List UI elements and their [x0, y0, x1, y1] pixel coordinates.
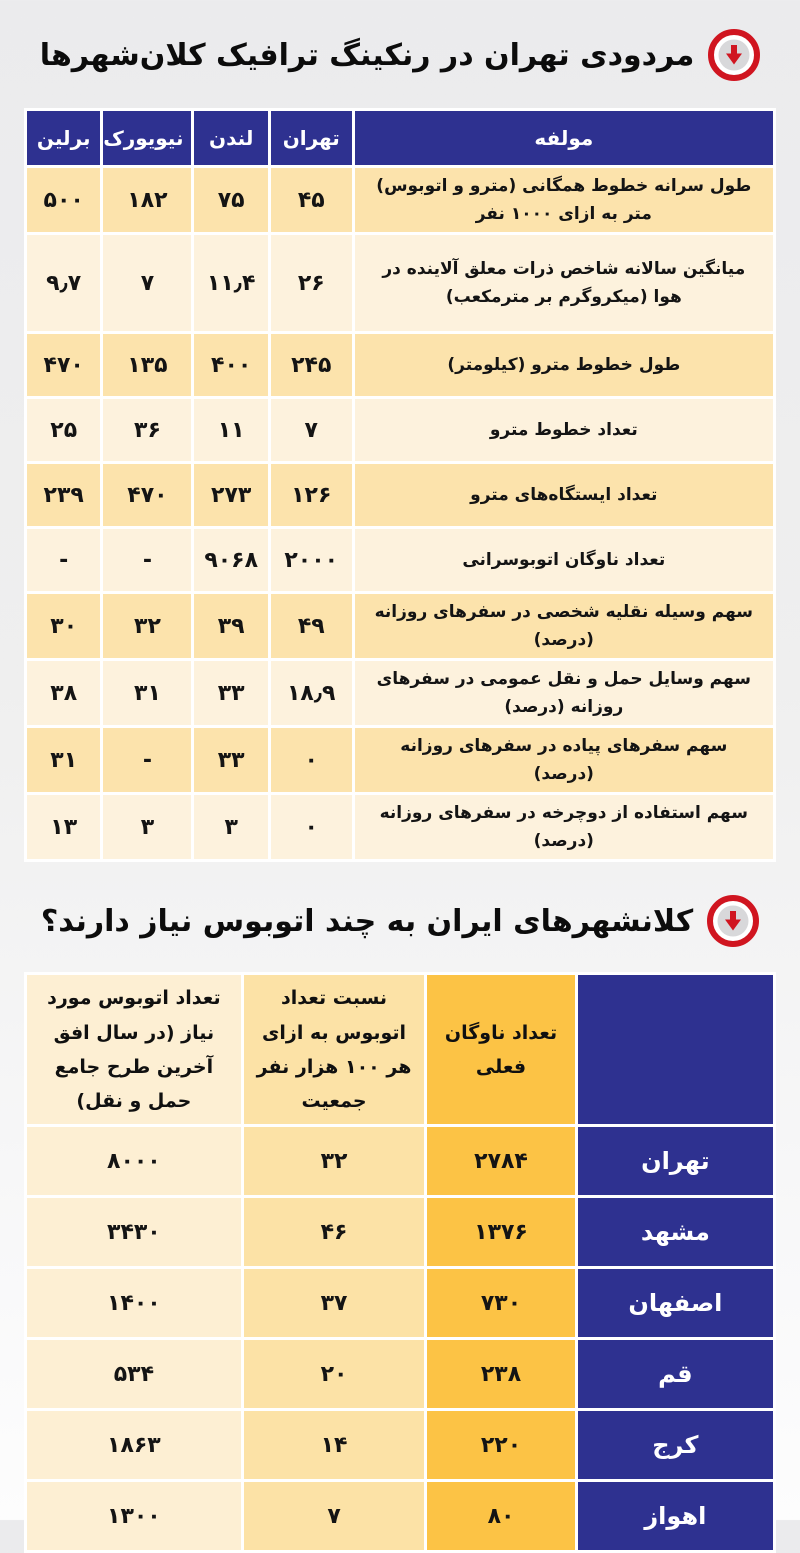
- bus-ratio-value: ۷: [244, 1482, 425, 1550]
- table1-header-tehran: تهران: [271, 111, 352, 165]
- newyork-value: -: [103, 728, 191, 792]
- newyork-value: ۱۳۵: [103, 334, 191, 396]
- table1-header-metric: مولفه: [355, 111, 773, 165]
- table-row: [27, 1482, 773, 1550]
- table-row: [27, 594, 773, 658]
- bus-ratio-value: ۳۲: [244, 1127, 425, 1195]
- berlin-value: ۳۰: [27, 594, 100, 658]
- bus-needs-table: [24, 972, 776, 1553]
- table-row: [27, 1340, 773, 1408]
- berlin-value: ۲۳۹: [27, 464, 100, 526]
- newyork-value: -: [103, 529, 191, 591]
- metric-label: تعداد ایستگاه‌های مترو: [355, 464, 773, 526]
- table-row: [27, 529, 773, 591]
- tehran-value: ۲۴۵: [271, 334, 352, 396]
- current-fleet-value: ۸۰: [427, 1482, 574, 1550]
- berlin-value: -: [27, 529, 100, 591]
- section2-title: کلانشهرهای ایران به چند اتوبوس نیاز دارند؟: [40, 903, 694, 939]
- current-fleet-value: ۲۷۸۴: [427, 1127, 574, 1195]
- buses-needed-value: ۵۳۴: [27, 1340, 241, 1408]
- table1-header-berlin: برلین: [27, 111, 100, 165]
- newyork-value: ۱۸۲: [103, 168, 191, 232]
- buses-needed-value: ۳۴۳۰: [27, 1198, 241, 1266]
- table2-header-row: [27, 975, 773, 1124]
- london-value: ۳۹: [194, 594, 267, 658]
- london-value: ۹۰۶۸: [194, 529, 267, 591]
- metric-label: سهم استفاده از دوچرخه در سفرهای روزانه (درصد): [355, 795, 773, 859]
- section1-header: [0, 26, 800, 84]
- berlin-value: ۱۳: [27, 795, 100, 859]
- bus-ratio-value: ۳۷: [244, 1269, 425, 1337]
- table-row: [27, 235, 773, 331]
- current-fleet-value: ۲۲۰: [427, 1411, 574, 1479]
- down-arrow-circle-icon: [708, 29, 760, 81]
- metric-label: تعداد خطوط مترو: [355, 399, 773, 461]
- berlin-value: ۹٫۷: [27, 235, 100, 331]
- table-row: [27, 728, 773, 792]
- berlin-value: ۴۷۰: [27, 334, 100, 396]
- section1-title: مردودی تهران در رنکینگ ترافیک کلان‌شهرها: [39, 37, 695, 73]
- table-row: [27, 334, 773, 396]
- table1-header-london: لندن: [194, 111, 267, 165]
- table2-header-bus-ratio: نسبت تعداد اتوبوس به ازای هر ۱۰۰ هزار نفر جمعیت: [244, 975, 425, 1124]
- metric-label: طول سرانه خطوط همگانی (مترو و اتوبوس) متر به ازای ۱۰۰۰ نفر: [355, 168, 773, 232]
- table2-header-buses-needed: تعداد اتوبوس مورد نیاز (در سال افق آخرین طرح جامع حمل و نقل): [27, 975, 241, 1124]
- metric-label: میانگین سالانه شاخص ذرات معلق آلاینده در هوا (میکروگرم بر مترمکعب): [355, 235, 773, 331]
- buses-needed-value: ۱۸۶۳: [27, 1411, 241, 1479]
- london-value: ۲۷۳: [194, 464, 267, 526]
- berlin-value: ۳۱: [27, 728, 100, 792]
- tehran-value: ۱۸٫۹: [271, 661, 352, 725]
- table-row: [27, 464, 773, 526]
- newyork-value: ۳۱: [103, 661, 191, 725]
- table-row: [27, 1411, 773, 1479]
- tehran-value: ۰: [271, 795, 352, 859]
- london-value: ۳۳: [194, 661, 267, 725]
- metric-label: طول خطوط مترو (کیلومتر): [355, 334, 773, 396]
- london-value: ۴۰۰: [194, 334, 267, 396]
- london-value: ۷۵: [194, 168, 267, 232]
- bus-ratio-value: ۴۶: [244, 1198, 425, 1266]
- metric-label: سهم وسایل حمل و نقل عمومی در سفرهای روزانه (درصد): [355, 661, 773, 725]
- london-value: ۱۱٫۴: [194, 235, 267, 331]
- buses-needed-value: ۱۳۰۰: [27, 1482, 241, 1550]
- city-name: اصفهان: [578, 1269, 773, 1337]
- table1-header-row: [27, 111, 773, 165]
- london-value: ۳: [194, 795, 267, 859]
- berlin-value: ۳۸: [27, 661, 100, 725]
- down-arrow-circle-icon: [707, 895, 759, 947]
- city-name: تهران: [578, 1127, 773, 1195]
- bus-ratio-value: ۲۰: [244, 1340, 425, 1408]
- berlin-value: ۲۵: [27, 399, 100, 461]
- table-row: [27, 661, 773, 725]
- tehran-value: ۷: [271, 399, 352, 461]
- city-name: مشهد: [578, 1198, 773, 1266]
- newyork-value: ۳۶: [103, 399, 191, 461]
- city-name: کرج: [578, 1411, 773, 1479]
- buses-needed-value: ۸۰۰۰: [27, 1127, 241, 1195]
- current-fleet-value: ۲۳۸: [427, 1340, 574, 1408]
- tehran-value: ۱۲۶: [271, 464, 352, 526]
- tehran-value: ۲۰۰۰: [271, 529, 352, 591]
- metric-label: سهم وسیله نقلیه شخصی در سفرهای روزانه (درصد): [355, 594, 773, 658]
- london-value: ۳۳: [194, 728, 267, 792]
- city-name: قم: [578, 1340, 773, 1408]
- table2-header-city: [578, 975, 773, 1124]
- table-row: [27, 1127, 773, 1195]
- table-row: [27, 168, 773, 232]
- section2-header: [0, 892, 800, 950]
- tehran-value: ۰: [271, 728, 352, 792]
- tehran-value: ۴۵: [271, 168, 352, 232]
- table-row: [27, 399, 773, 461]
- table2-header-current-fleet: تعداد ناوگان فعلی: [427, 975, 574, 1124]
- buses-needed-value: ۱۴۰۰: [27, 1269, 241, 1337]
- current-fleet-value: ۱۳۷۶: [427, 1198, 574, 1266]
- table-row: [27, 795, 773, 859]
- metric-label: سهم سفرهای پیاده در سفرهای روزانه (درصد): [355, 728, 773, 792]
- table-row: [27, 1269, 773, 1337]
- london-value: ۱۱: [194, 399, 267, 461]
- berlin-value: ۵۰۰: [27, 168, 100, 232]
- table1-header-newyork: نیویورک: [103, 111, 191, 165]
- tehran-value: ۴۹: [271, 594, 352, 658]
- traffic-ranking-table: [24, 108, 776, 862]
- current-fleet-value: ۷۳۰: [427, 1269, 574, 1337]
- tehran-value: ۲۶: [271, 235, 352, 331]
- newyork-value: ۳: [103, 795, 191, 859]
- newyork-value: ۳۲: [103, 594, 191, 658]
- table-row: [27, 1198, 773, 1266]
- bus-ratio-value: ۱۴: [244, 1411, 425, 1479]
- newyork-value: ۷: [103, 235, 191, 331]
- metric-label: تعداد ناوگان اتوبوسرانی: [355, 529, 773, 591]
- city-name: اهواز: [578, 1482, 773, 1550]
- newyork-value: ۴۷۰: [103, 464, 191, 526]
